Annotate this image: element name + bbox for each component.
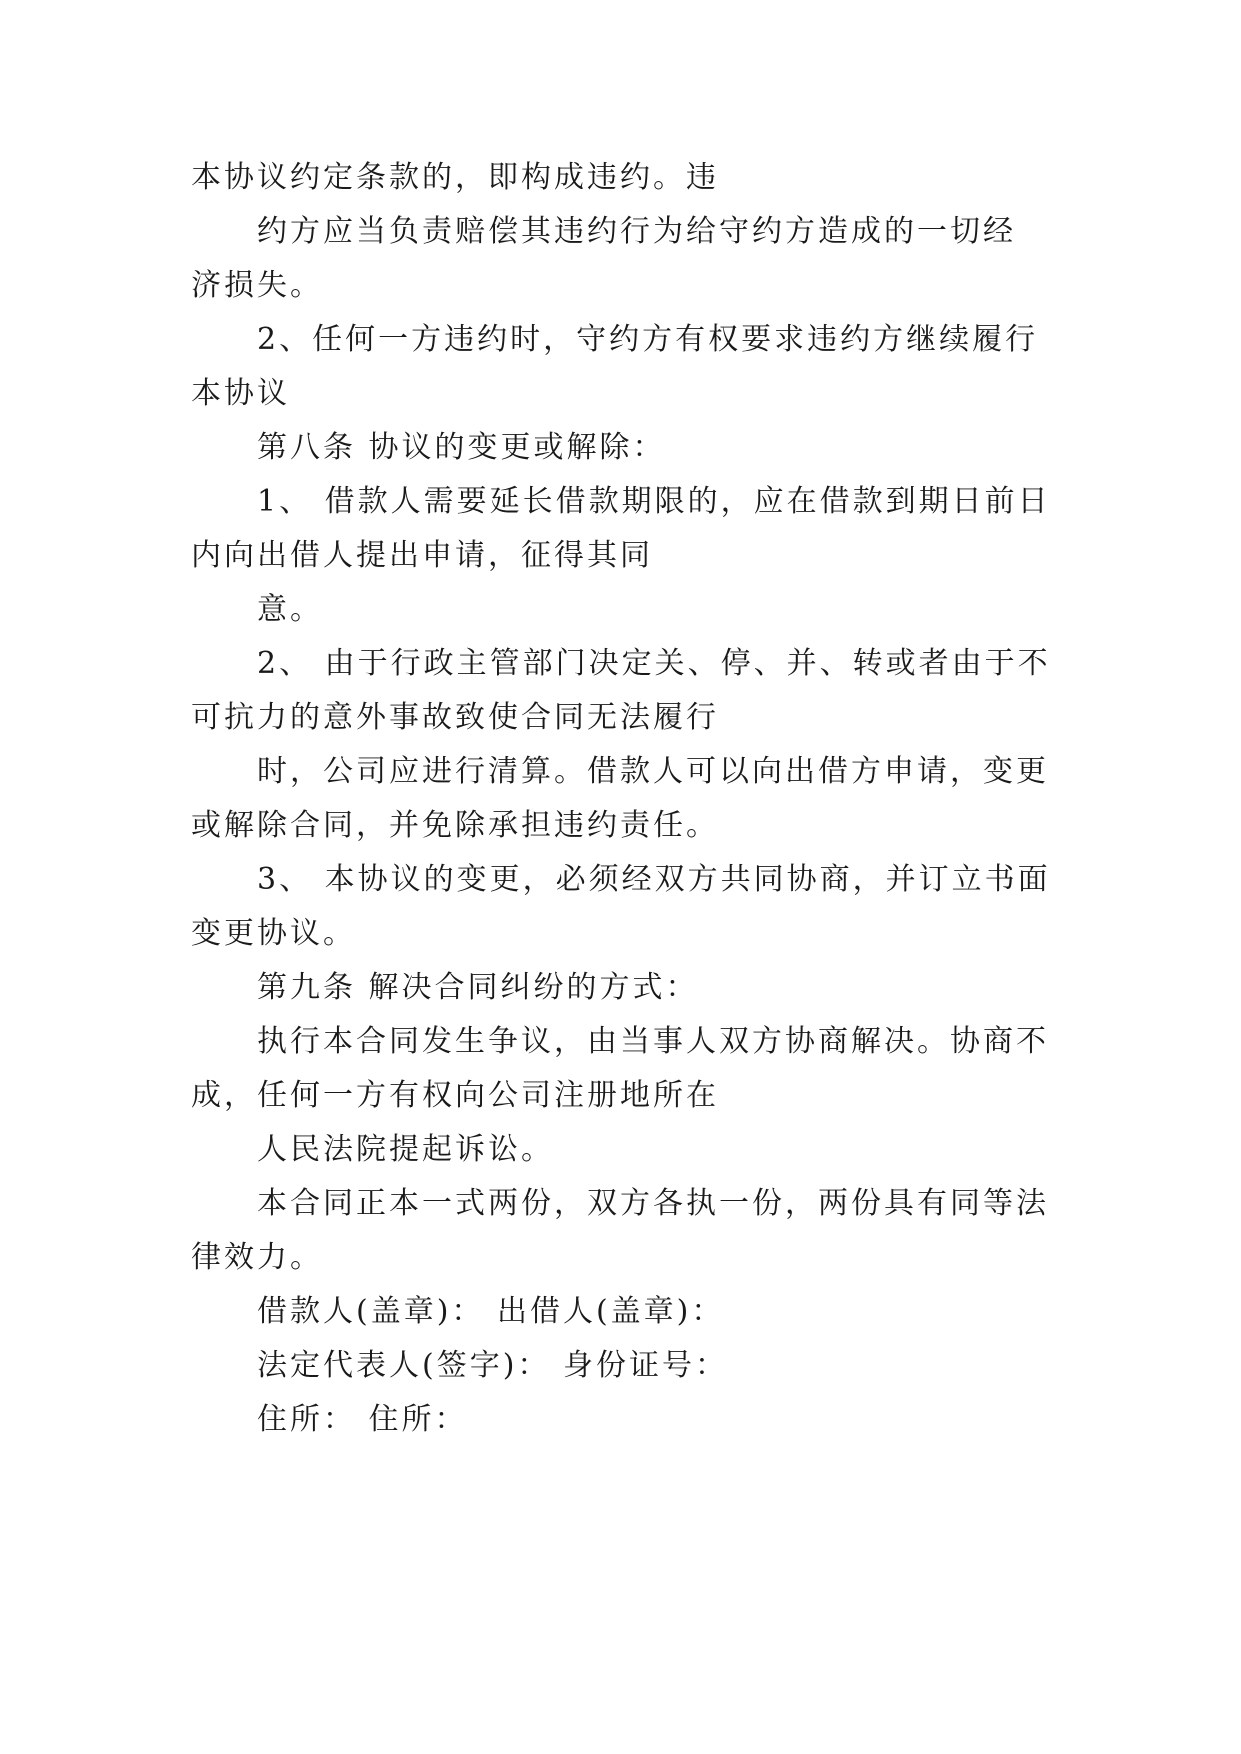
text-line: 成，任何一方有权向公司注册地所在 [191, 1078, 719, 1113]
text-line: 2、任何一方违约时，守约方有权要求违约方继续履行 [257, 322, 1039, 357]
text-line: 约方应当负责赔偿其违约行为给守约方造成的一切经 [257, 214, 1016, 249]
signature-line-address: 住所： 住所： [257, 1402, 468, 1437]
text-line: 执行本合同发生争议，由当事人双方协商解决。协商不 [257, 1024, 1049, 1059]
signature-line-representative-id: 法定代表人(签字)： 身份证号： [257, 1348, 728, 1383]
text-line: 内向出借人提出申请，征得其同 [191, 538, 653, 573]
text-line: 济损失。 [191, 268, 323, 303]
text-line: 本协议约定条款的，即构成违约。违 [191, 160, 719, 195]
section-heading: 第九条 解决合同纠纷的方式： [257, 970, 699, 1005]
text-line: 3、 本协议的变更，必须经双方共同协商，并订立书面 [257, 862, 1051, 897]
text-line: 本协议 [191, 376, 290, 411]
text-line: 本合同正本一式两份，双方各执一份，两份具有同等法 [257, 1186, 1049, 1221]
text-line: 2、 由于行政主管部门决定关、停、并、转或者由于不 [257, 646, 1051, 681]
text-line: 时，公司应进行清算。借款人可以向出借方申请，变更 [257, 754, 1049, 789]
section-heading: 第八条 协议的变更或解除： [257, 430, 666, 465]
signature-line-borrower-lender: 借款人(盖章)： 出借人(盖章)： [257, 1294, 725, 1329]
text-line: 或解除合同，并免除承担违约责任。 [191, 808, 719, 843]
text-line: 律效力。 [191, 1240, 323, 1275]
text-line: 可抗力的意外事故致使合同无法履行 [191, 700, 719, 735]
text-line: 1、 借款人需要延长借款期限的，应在借款到期日前日 [257, 484, 1051, 519]
text-line: 意。 [257, 592, 323, 627]
text-line: 变更协议。 [191, 916, 356, 951]
text-line: 人民法院提起诉讼。 [257, 1132, 554, 1167]
